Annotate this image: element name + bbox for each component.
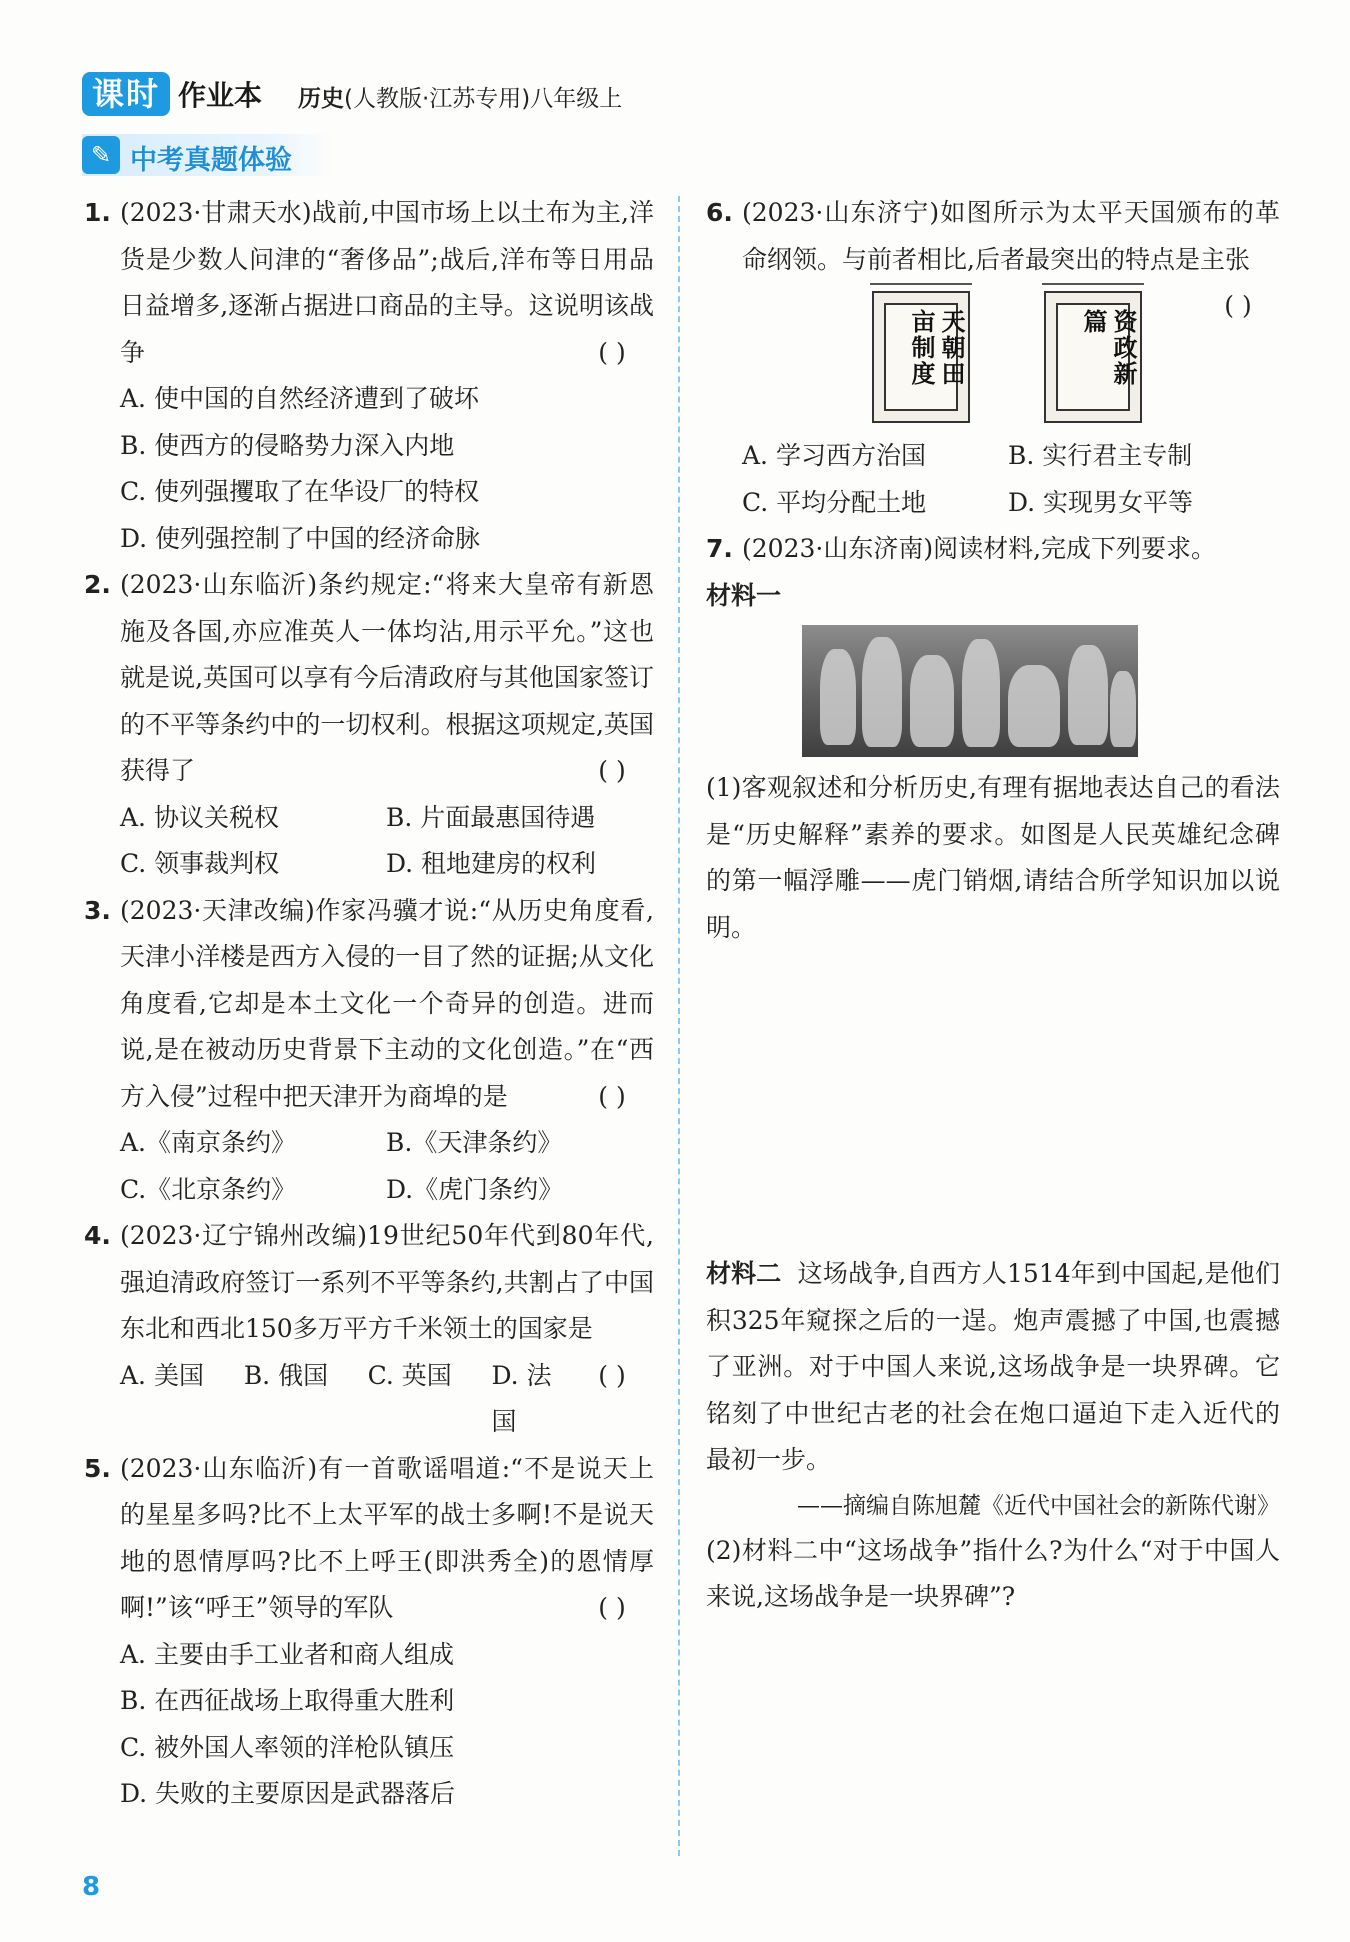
subject-rest: (人教版·江苏专用)八年级上 [344, 86, 623, 112]
question-number: 3. [84, 895, 111, 925]
question-number: 2. [84, 570, 111, 599]
relief-figure [1008, 665, 1060, 747]
option-a: A. 美国 [120, 1360, 204, 1390]
options-row [706, 480, 1280, 527]
option-a: A. 使中国的自然经济遭到了破坏 [120, 384, 479, 413]
option-d: D. 法国 [491, 1360, 552, 1436]
page-number: 8 [82, 1872, 101, 1902]
cover-frame [1056, 303, 1138, 411]
option-c: C. 使列强攫取了在华设厂的特权 [120, 477, 480, 506]
option-b: B. 俄国 [243, 1360, 329, 1390]
document-cover-1 [872, 291, 970, 423]
relief-figure [1068, 645, 1108, 745]
question-6 [706, 190, 1280, 320]
question-3 [84, 888, 654, 1121]
cover-top-rule [1042, 283, 1144, 291]
options-row [84, 1167, 654, 1214]
option-b: B. 在西征战场上取得重大胜利 [120, 1686, 455, 1715]
cover-top-rule [870, 283, 972, 291]
question-number: 1. [84, 198, 111, 227]
option-d: D. 使列强控制了中国的经济命脉 [120, 523, 481, 553]
sub-question-1: (1)客观叙述和分析历史,有理有据地表达自己的看法是“历史解释”素养的要求。如图是人民英雄纪念碑的第一幅浮雕——虎门销烟,请结合所学知识加以说明。 [706, 773, 1280, 942]
option-c: C. 被外国人率领的洋枪队镇压 [120, 1732, 455, 1762]
option-b: B. 使西方的侵略势力深入内地 [120, 430, 455, 460]
relief-figure [1110, 671, 1136, 747]
relief-figure [820, 649, 856, 745]
answer-bracket[interactable]: ( ) [598, 1360, 626, 1390]
subject-line [298, 80, 622, 113]
document-cover-2 [1044, 291, 1142, 423]
option-a: A.《南京条约》 [120, 1128, 297, 1157]
options-row [84, 1353, 570, 1446]
option-b: B. 片面最惠国待遇 [386, 802, 596, 832]
right-column [706, 190, 1280, 1621]
brand-logo: 课时 [82, 72, 170, 116]
option-c: C. 平均分配土地 [742, 487, 927, 517]
material-2-label: 材料二 [706, 1259, 782, 1288]
option-a: A. 主要由手工业者和商人组成 [120, 1639, 454, 1669]
option-b: B. 实行君主专制 [1008, 441, 1193, 470]
option-d: D. 租地建房的权利 [386, 849, 597, 878]
document-figures [706, 283, 1280, 433]
option-d: D. 实现男女平等 [1008, 487, 1194, 517]
question-stem: (2023·山东济南)阅读材料,完成下列要求。 [742, 534, 1217, 563]
option-c: C. 英国 [367, 1360, 452, 1390]
option-d: D.《虎门条约》 [386, 1174, 564, 1204]
subject-main: 历史 [298, 86, 344, 112]
question-2 [84, 562, 654, 795]
humen-relief-image [802, 625, 1138, 757]
section-title: 中考真题体验 [130, 145, 292, 176]
options-row [84, 841, 654, 888]
question-7 [706, 526, 1280, 573]
cover-frame [884, 303, 966, 411]
material-2-text: 这场战争,自西方人1514年到中国起,是他们积325年窥探之后的一逞。炮声震撼了中国,也震撼了亚洲。对于中国人来说,这场战争是一块界碑。它铭刻了中世纪古老的社会在炮口逼迫下走入近代的最初一步。 [706, 1259, 1280, 1474]
question-number: 4. [84, 1221, 111, 1250]
left-column [84, 190, 654, 1818]
answer-bracket[interactable]: ( ) [1224, 291, 1252, 320]
column-divider [678, 196, 680, 1856]
option-c: C. 领事裁判权 [120, 849, 280, 878]
answer-bracket[interactable]: ( ) [598, 756, 626, 785]
option-a: A. 学习西方治国 [742, 441, 926, 470]
material-2 [706, 1251, 1280, 1484]
answer-bracket[interactable]: ( ) [598, 337, 626, 367]
question-stem: (2023·辽宁锦州改编)19世纪50年代到80年代,强迫清政府签订一系列不平等条约,共割占了中国东北和西北150多万平方千米领土的国家是 [120, 1221, 654, 1343]
document-title: 天朝田亩制度 [907, 309, 966, 387]
relief-figure [962, 639, 1000, 747]
answer-bracket[interactable]: ( ) [598, 1593, 626, 1622]
sub-question-2: (2)材料二中“这场战争”指什么?为什么“对于中国人来说,这场战争是一块界碑”? [706, 1535, 1280, 1611]
document-title: 资政新篇 [1079, 309, 1138, 387]
option-a: A. 协议关税权 [120, 802, 279, 832]
relief-figure [910, 655, 954, 747]
options-row [84, 1120, 654, 1167]
options-row [84, 795, 654, 842]
option-c: C.《北京条约》 [120, 1174, 297, 1204]
brand-name: 作业本 [178, 79, 263, 112]
answer-space[interactable] [706, 951, 1280, 1251]
option-d: D. 失败的主要原因是武器落后 [120, 1779, 456, 1808]
answer-bracket[interactable]: ( ) [598, 1081, 626, 1111]
question-number: 7. [706, 534, 733, 563]
question-stem: (2023·甘肃天水)战前,中国市场上以土布为主,洋货是少数人问津的“奢侈品”;战后,洋布等日用品日益增多,逐渐占据进口商品的主导。这说明该战争 [120, 198, 654, 367]
question-stem: (2023·山东临沂)有一首歌谣唱道:“不是说天上的星星多吗?比不上太平军的战士多啊!不是说天地的恩情厚吗?比不上呼王(即洪秀全)的恩情厚啊!”该“呼王”领导的军队 [120, 1453, 654, 1622]
question-stem: (2023·天津改编)作家冯骥才说:“从历史角度看,天津小洋楼是西方入侵的一目了然的证据;从文化角度看,它却是本土文化一个奇异的创造。进而说,是在被动历史背景下主动的文化创造。”在“西方入侵”过程中把天津开为商埠的是 [120, 895, 654, 1111]
question-5 [84, 1446, 654, 1632]
material-2-source: ——摘编自陈旭麓《近代中国社会的新陈代谢》 [797, 1492, 1280, 1519]
pencil-icon: ✎ [82, 136, 120, 174]
question-number: 5. [84, 1453, 111, 1483]
option-b: B.《天津条约》 [386, 1128, 563, 1157]
relief-figure [862, 637, 902, 747]
section-header [82, 134, 332, 176]
material-1-label: 材料一 [706, 580, 782, 610]
question-number: 6. [706, 198, 733, 227]
question-1 [84, 190, 654, 376]
options-row [706, 433, 1280, 480]
question-stem: (2023·山东济宁)如图所示为太平天国颁布的革命纲领。与前者相比,后者最突出的特点是主张 [742, 198, 1280, 274]
question-stem: (2023·山东临沂)条约规定:“将来大皇帝有新恩施及各国,亦应准英人一体均沾,用示平允。”这也就是说,英国可以享有今后清政府与其他国家签订的不平等条约中的一切权利。根据这项规定,英国获得了 [120, 570, 654, 785]
